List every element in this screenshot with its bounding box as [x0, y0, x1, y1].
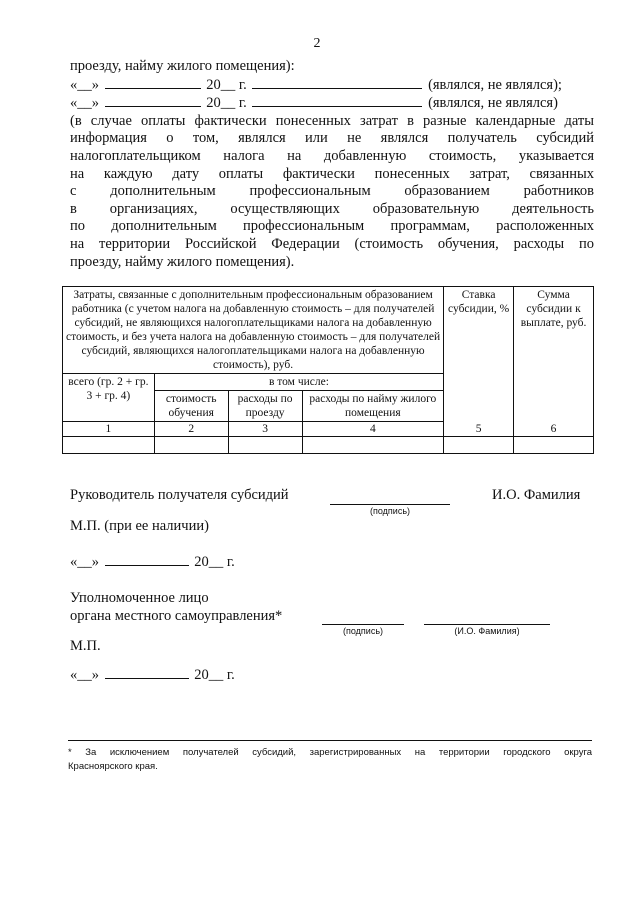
column-number: 4 — [302, 422, 444, 437]
header-rate: Ставка субсидии, % — [444, 287, 514, 422]
status-blank — [252, 94, 422, 107]
year-label: 20__ г. — [194, 667, 235, 683]
intro-line: проезду, найму жилого помещения): — [70, 58, 295, 74]
paragraph-line: на территории Российской Федерации (стоимость обучения, расходы по — [70, 235, 594, 252]
paragraph-line: по дополнительным профессиональным программам, расположенных — [70, 218, 594, 235]
month-blank — [105, 94, 201, 107]
year-label: 20__ г. — [206, 95, 247, 112]
month-blank — [105, 553, 189, 566]
column-number: 1 — [63, 422, 155, 437]
head-signature-caption: (подпись) — [369, 506, 411, 516]
official-name-caption: (И.О. Фамилия) — [454, 626, 520, 636]
head-label: Руководитель получателя субсидий — [70, 487, 289, 503]
official-label-line-2: органа местного самоуправления* — [70, 608, 283, 624]
column-number: 5 — [444, 422, 514, 437]
status-options: (являлся, не являлся); — [428, 76, 562, 93]
table-row — [63, 437, 594, 454]
paragraph-line: проезду, найму жилого помещения). — [70, 253, 295, 270]
status-options: (являлся, не являлся) — [428, 95, 558, 112]
footnote-separator — [68, 740, 592, 741]
column-number: 3 — [228, 422, 302, 437]
table-cell — [444, 437, 514, 454]
date-row-2 — [70, 666, 235, 684]
table-cell — [302, 437, 444, 454]
year-label: 20__ г. — [206, 76, 247, 93]
paragraph-line: (в случае оплаты фактически понесенных затрат в разные календарные даты — [70, 112, 594, 129]
header-sum: Сумма субсидии к выплате, руб. — [514, 287, 594, 422]
date-status-row-1 — [70, 76, 594, 95]
paragraph-line: в организациях, осуществляющих образовательную деятельность — [70, 200, 594, 217]
header-travel: расходы по проезду — [228, 391, 302, 422]
paragraph-line: с дополнительным профессиональным образованием работников — [70, 183, 594, 200]
footnote-line: Красноярского края. — [68, 761, 158, 772]
head-name: И.О. Фамилия — [492, 487, 581, 503]
column-number: 2 — [154, 422, 228, 437]
official-name-line — [424, 624, 550, 625]
paragraph-line: на каждую дату оплаты фактически понесенных затрат, связанных — [70, 165, 594, 182]
header-including: в том числе: — [154, 374, 443, 391]
table-cell — [514, 437, 594, 454]
official-signature-caption: (подпись) — [342, 626, 384, 636]
intro-section — [70, 58, 594, 271]
stamp: М.П. — [70, 638, 101, 654]
paragraph-line: налогоплательщиком налога на добавленную стоимость, указывается — [70, 147, 594, 164]
date-status-row-2 — [70, 94, 594, 113]
day-quote: «__» — [70, 95, 99, 112]
table-cell — [63, 437, 155, 454]
day-quote: «__» — [70, 76, 99, 93]
page-number: 2 — [313, 36, 321, 51]
status-blank — [252, 76, 422, 89]
header-costs: Затраты, связанные с дополнительным профессиональным образованием работника (с учетом налога на добавленную стоимость – для получателей субсидий, не являющихся налогоплательщиками налога на добавленную стоимость, и без учета налога на добавленную стоимость – для получателей субсидий, являющихся налогоплательщиками налога на добавленную стоимость), руб. — [63, 287, 444, 374]
day-quote: «__» — [70, 667, 99, 683]
month-blank — [105, 666, 189, 679]
column-number: 6 — [514, 422, 594, 437]
header-total: всего (гр. 2 + гр. 3 + гр. 4) — [63, 374, 155, 422]
column-number-row — [63, 422, 594, 437]
date-row-1 — [70, 553, 235, 571]
official-label-line-1: Уполномоченное лицо — [70, 590, 209, 606]
subsidy-cost-table — [62, 286, 594, 454]
table-cell — [228, 437, 302, 454]
paragraph-line: информация о том, являлся или не являлся получатель субсидий — [70, 130, 594, 147]
header-cost: стоимость обучения — [154, 391, 228, 422]
footnote-line: * За исключением получателей субсидий, зарегистрированных на территории городского округа — [68, 747, 592, 758]
table-cell — [154, 437, 228, 454]
day-quote: «__» — [70, 554, 99, 570]
month-blank — [105, 76, 201, 89]
year-label: 20__ г. — [194, 554, 235, 570]
official-signature-line — [322, 624, 404, 625]
stamp-optional: М.П. (при ее наличии) — [70, 518, 209, 534]
head-signature-line — [330, 504, 450, 505]
footnote — [68, 746, 592, 774]
header-housing: расходы по найму жилого помещения — [302, 391, 444, 422]
